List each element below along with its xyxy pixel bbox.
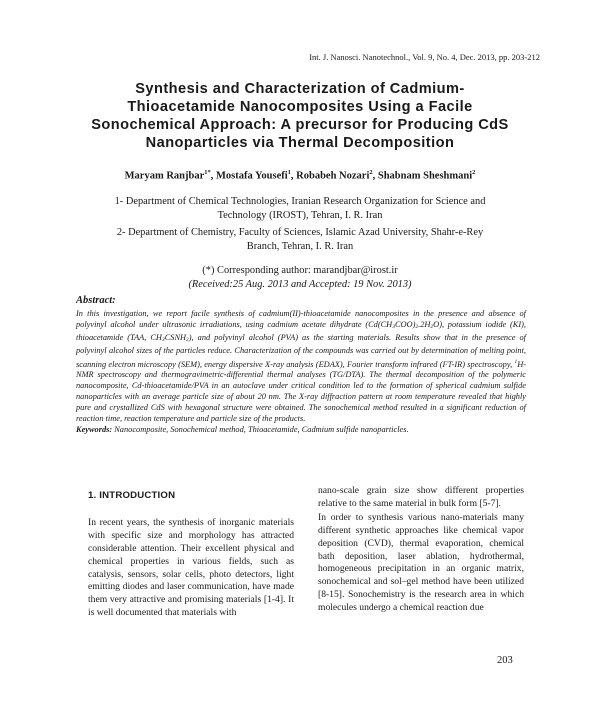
- affiliations: [100, 195, 500, 257]
- author-name: Mostafa Yousefi: [216, 170, 288, 182]
- author-affiliation-mark: 1*: [204, 169, 211, 176]
- author-separator: ,: [210, 170, 216, 182]
- abstract: [76, 296, 526, 436]
- author-separator: ,: [290, 170, 297, 182]
- abstract-heading: Abstract:: [76, 295, 116, 306]
- title-line: Sonochemical Approach: A precursor for Producing CdS: [91, 117, 509, 133]
- title-line: Synthesis and Characterization of Cadmium-: [135, 81, 465, 97]
- page-number: 203: [497, 655, 513, 666]
- title-line: Thioacetamide Nanocomposites Using a Facile: [127, 99, 473, 115]
- title-line: Nanoparticles via Thermal Decomposition: [145, 135, 455, 151]
- author-name: Maryam Ranjbar: [124, 170, 205, 182]
- affiliation: 2- Department of Chemistry, Faculty of Sciences, Islamic Azad University, Shahr-e-Rey Branch, Tehran, I. R. Iran: [116, 227, 484, 252]
- author-affiliation-mark: 2: [369, 169, 373, 176]
- intro-paragraph: In recent years, the synthesis of inorganic materials with specific size and morphology has attracted considerable attention. Their excellent physical and chemical properties in various fields, such as catalysis, sensors, solar cells, photo detectors, light emitting diodes and laser communication, have made them very attractive and promising materials [1-4]. It is well documented that materials with: [88, 516, 294, 619]
- abstract-text: In this investigation, we report facile synthesis of cadmium(II)-thioacetamide nanocomposites in the presence and absence of polyvinyl alcohol under ultrasonic irradiations, using cadmium acetate dihydrate $(Cd(CH_3COO)_2.2H_2O)$, potassium iodide (KI), thioacetamide (TAA, $CH_3CSNH_2$), and polyvinyl alcohol (PVA) as the starting materials. Results show that in the presence of polyvinyl alcohol sizes of the particles reduce. Characterization of the compounds was carried out by determination of melting point, scanning electron microscopy (SEM), energy dispersive X-ray analysis (EDAX), Fourier transform infrared (FT-IR) spectroscopy, $^1$H-NMR spectroscopy and thermogravimetric-differential thermal analyses (TG/DTA). The thermal decomposition of the polymeric nanocomposite, Cd-thioacetamide/PVA in an autoclave under critical condition led to the formation of spherical cadmium sulfide nanoparticles with an average particle size of about 20 nm. The X-ray diffraction pattern at room temperature revealed that highly pure and crystallized CdS with hexagonal structure were obtained. The sonochemical method resulted in a significant reduction of reaction time, reaction temperature and particle size of the products.: [76, 308, 526, 423]
- keywords-text: Nanocomposite, Sonochemical method, Thioacetamide, Cadmium sulfide nanoparticles.: [112, 424, 409, 434]
- affiliation: 1- Department of Chemical Technologies, Iranian Research Organization for Science and Technology (IROST), Tehran, I. R. Iran: [114, 196, 486, 221]
- section-heading-introduction: 1. INTRODUCTION: [88, 490, 176, 501]
- author-name: Shabnam Sheshmani: [377, 170, 473, 182]
- author-list: [0, 169, 600, 182]
- author-affiliation-mark: 2: [472, 169, 476, 176]
- author-affiliation-mark: 1: [287, 169, 291, 176]
- author-separator: ,: [372, 170, 378, 182]
- author-name: Robabeh Nozari: [296, 170, 370, 182]
- paper-title: [70, 80, 530, 152]
- right-column: [318, 485, 524, 615]
- intro-paragraph: nano-scale grain size show different properties relative to the same material in bulk form [5-7].: [318, 485, 524, 509]
- journal-header: Int. J. Nanosci. Nanotechnol., Vol. 9, No. 4, Dec. 2013, pp. 203-212: [309, 52, 540, 62]
- corresponding-author: (*) Corresponding author: marandjbar@irost.ir: [202, 265, 398, 276]
- left-column: [88, 487, 294, 620]
- received-dates: (Received:25 Aug. 2013 and Accepted: 19 Nov. 2013): [188, 279, 412, 290]
- keywords: [76, 425, 526, 436]
- intro-paragraph: In order to synthesis various nano-materials many different synthetic approaches like chemical vapor deposition (CVD), thermal evaporation, chemical bath deposition, laser ablation, hydrothermal, homogeneous precipitation in an organic matrix, sonochemical and sol–gel method have been utilized [8-15]. Sonochemistry is the research area in which molecules undergo a chemical reaction due: [318, 511, 524, 614]
- correspondence-block: [0, 264, 600, 292]
- keywords-label: Keywords:: [76, 424, 113, 434]
